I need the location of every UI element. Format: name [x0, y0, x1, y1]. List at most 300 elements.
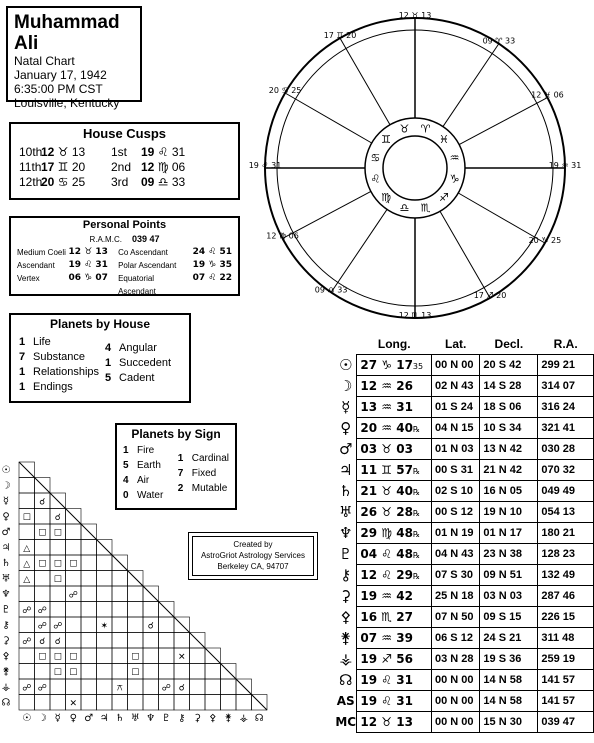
longitude-suffix: 35 — [412, 362, 424, 371]
cusp-label: 17 ♊ 20 — [323, 31, 357, 41]
longitude-value: 16 ♏ 27 — [360, 610, 413, 624]
grid-row-planet-icon: ♅ — [1, 573, 11, 585]
ramc-value: 039 47 — [131, 234, 160, 244]
grid-row-planet-icon: ⚴ — [2, 651, 10, 662]
aspect-glyph-icon: ☐ — [69, 652, 78, 663]
count-label: Succedent — [119, 357, 171, 369]
right-ascension-cell: 314 07 — [538, 376, 594, 397]
count-item — [105, 371, 171, 386]
count-number: 4 — [105, 342, 112, 354]
credit-line-2: AstroGriot Astrology Services — [200, 551, 306, 560]
grid-row-planet-icon: ♀ — [2, 511, 10, 523]
longitude-value: 13 ♒ 31 — [360, 400, 413, 414]
table-row — [335, 649, 594, 670]
aspect-glyph-icon: ☍ — [22, 606, 32, 616]
aspect-glyph-icon: ☐ — [131, 652, 140, 663]
grid-row-planet-icon: ☿ — [2, 496, 10, 507]
grid-row-planet-icon: ☊ — [1, 697, 11, 709]
declination-cell: 23 N 38 — [480, 544, 538, 565]
grid-col-planet-icon: ♅ — [130, 713, 140, 724]
aspect-glyph-icon: ☐ — [38, 559, 47, 570]
cusp-label: 19 ♌ 31 — [248, 161, 282, 170]
grid-col-planet-icon: ☽ — [37, 713, 47, 724]
latitude-cell: 25 N 18 — [432, 586, 480, 607]
aspect-glyph-icon: ☍ — [22, 683, 32, 694]
longitude-value: 19 ♌ 31 — [360, 673, 413, 687]
table-row — [335, 439, 594, 460]
ramc-label: R.A.M.C. — [89, 235, 122, 244]
right-ascension-cell: 321 41 — [538, 418, 594, 439]
grid-row-planet-icon: ⚳ — [2, 635, 10, 647]
aspect-glyph-icon: ☍ — [161, 683, 171, 694]
point-value: 07 ♌ 22 — [192, 273, 232, 283]
longitude-value: 12 ♒ 26 — [360, 379, 413, 393]
planet-glyph-icon: ♃ — [338, 461, 353, 479]
credit-line-3: Berkeley CA, 94707 — [217, 562, 289, 571]
count-label: Substance — [33, 351, 85, 363]
right-ascension-cell: 287 46 — [538, 586, 594, 607]
table-row — [335, 376, 594, 397]
declination-cell: 20 S 42 — [480, 355, 538, 376]
table-row — [335, 397, 594, 418]
longitude-value: 27 ♑ 17 — [360, 358, 413, 372]
count-number: 7 — [177, 468, 184, 479]
latitude-cell: 07 N 50 — [432, 607, 480, 628]
grid-row-planet-icon: ♆ — [1, 589, 11, 600]
grid-col-planet-icon: ⚵ — [224, 713, 232, 724]
aspect-glyph-icon: ☐ — [53, 559, 62, 570]
declination-cell: 03 N 03 — [480, 586, 538, 607]
latitude-cell: 03 N 28 — [432, 649, 480, 670]
inner-sign-icon: ♑ — [449, 172, 460, 186]
table-row — [335, 628, 594, 649]
count-label: Water — [137, 490, 164, 501]
table-row — [335, 544, 594, 565]
grid-col-planet-icon: ♄ — [115, 713, 125, 724]
longitude-value: 07 ♒ 39 — [360, 631, 413, 645]
declination-cell: 09 S 15 — [480, 607, 538, 628]
cusp-label: 12 ♏ 13 — [398, 311, 432, 320]
longitude-value: 19 ♌ 31 — [360, 694, 413, 708]
point-label: Vertex — [17, 274, 40, 283]
grid-row-planet-icon: ⚷ — [2, 620, 10, 631]
declination-cell: 13 N 42 — [480, 439, 538, 460]
table-row — [335, 523, 594, 544]
latitude-cell: 04 N 15 — [432, 418, 480, 439]
cusp-sign-icon: ♊ — [57, 160, 69, 174]
count-label: Angular — [119, 342, 157, 354]
declination-cell: 10 S 34 — [480, 418, 538, 439]
aspect-glyph-icon: ☐ — [53, 528, 62, 539]
longitude-suffix: ℞ — [412, 572, 421, 581]
declination-cell: 01 N 17 — [480, 523, 538, 544]
longitude-cell — [357, 670, 432, 691]
longitude-cell — [357, 355, 432, 376]
chart-title-block — [6, 6, 142, 110]
count-item — [105, 356, 171, 371]
count-label: Endings — [33, 381, 73, 393]
person-name: Muhammad Ali — [14, 12, 120, 54]
cusp-degree: 12 — [141, 160, 155, 174]
count-label: Fire — [137, 445, 155, 456]
inner-sign-icon: ♒ — [449, 151, 460, 165]
grid-col-planet-icon: ♆ — [146, 713, 156, 724]
longitude-value: 29 ♍ 48 — [360, 526, 413, 540]
longitude-value: 19 ♐ 56 — [360, 652, 413, 666]
cusp-minutes: 20 — [71, 160, 86, 174]
inner-sign-icon: ♋ — [370, 151, 381, 165]
house-cusps-grid — [19, 145, 230, 189]
count-number: 1 — [123, 445, 129, 456]
inner-sign-icon: ♉ — [399, 122, 410, 136]
latitude-cell: 01 S 24 — [432, 397, 480, 418]
cusp-value — [41, 145, 111, 159]
point-value: 24 ♌ 51 — [192, 247, 232, 257]
count-label: Earth — [137, 460, 161, 471]
cusp-label: 20 ♑ 25 — [528, 236, 562, 245]
aspect-glyph-icon: ☍ — [37, 606, 47, 616]
right-ascension-cell: 299 21 — [538, 355, 594, 376]
grid-col-planet-icon: ♇ — [161, 713, 171, 724]
longitude-value: 12 ♉ 13 — [360, 715, 413, 729]
grid-row-planet-icon: ☉ — [1, 465, 11, 476]
chart-type: Natal Chart — [14, 54, 75, 68]
longitude-cell — [357, 397, 432, 418]
inner-sign-icon: ♊ — [381, 133, 391, 147]
right-ascension-cell: 311 48 — [538, 628, 594, 649]
credit-line-1: Created by — [233, 540, 273, 549]
table-row — [335, 670, 594, 691]
point-value: 19 ♑ 35 — [192, 260, 232, 270]
personal-points-rows — [17, 246, 232, 298]
latitude-cell: 00 S 31 — [432, 460, 480, 481]
latitude-cell: 02 N 43 — [432, 376, 480, 397]
aspect-glyph-icon: ☍ — [37, 621, 47, 632]
count-label: Life — [33, 336, 51, 348]
longitude-cell — [357, 376, 432, 397]
aspect-glyph-icon: ☌ — [147, 621, 154, 632]
point-label: Ascendant — [17, 261, 55, 270]
cusp-degree: 17 — [41, 160, 55, 174]
cusp-degree: 19 — [141, 145, 155, 159]
grid-col-planet-icon: ⚳ — [193, 713, 201, 724]
table-row — [335, 712, 594, 733]
planet-glyph-icon: AS — [336, 694, 355, 708]
planet-glyph-icon: ☽ — [338, 377, 353, 395]
house-cusps-heading: House Cusps — [82, 126, 167, 141]
col-ra: R.A. — [553, 337, 578, 351]
grid-col-planet-icon: ⚶ — [239, 713, 248, 724]
count-number: 1 — [177, 453, 184, 464]
grid-col-planet-icon: ⚷ — [178, 713, 186, 724]
aspect-glyph-icon: ☍ — [37, 683, 47, 694]
natal-chart-wheel — [248, 8, 585, 328]
planet-glyph-icon: ☉ — [338, 356, 353, 374]
latitude-cell: 06 S 12 — [432, 628, 480, 649]
inner-sign-icon: ♏ — [420, 201, 431, 215]
cusp-minutes: 06 — [171, 160, 186, 174]
right-ascension-cell: 141 57 — [538, 691, 594, 712]
right-ascension-cell: 132 49 — [538, 565, 594, 586]
point-label: Equatorial Ascendant — [118, 274, 156, 296]
personal-points-heading: Personal Points — [82, 219, 167, 231]
point-label: Polar Ascendant — [118, 261, 177, 270]
planet-glyph-icon: ⚵ — [340, 629, 352, 647]
planet-glyph-icon: ☊ — [339, 671, 353, 689]
cusp-label: 12 ♓ 06 — [531, 90, 564, 100]
latitude-cell: 00 N 00 — [432, 355, 480, 376]
personal-point-row — [17, 272, 232, 298]
longitude-value: 12 ♌ 29 — [360, 568, 413, 582]
grid-row-planet-icon: ♂ — [1, 527, 11, 538]
longitude-suffix: ℞ — [412, 509, 421, 518]
planet-glyph-icon: ♆ — [338, 524, 353, 542]
right-ascension-cell: 226 15 — [538, 607, 594, 628]
cusp-degree: 20 — [41, 175, 55, 189]
aspect-glyph-icon: ☐ — [53, 652, 62, 663]
cusp-house: 12th — [19, 175, 43, 189]
longitude-cell — [357, 460, 432, 481]
aspect-glyph-icon: ☐ — [69, 559, 78, 570]
planet-glyph-icon: ⚴ — [340, 608, 352, 626]
longitude-cell — [357, 565, 432, 586]
longitude-suffix: ℞ — [412, 530, 421, 539]
longitude-cell — [357, 691, 432, 712]
cusp-value — [41, 160, 111, 174]
aspect-glyph-icon: ⚻ — [116, 683, 123, 694]
count-label: Relationships — [33, 366, 100, 378]
longitude-cell — [357, 544, 432, 565]
right-ascension-cell: 141 57 — [538, 670, 594, 691]
count-number: 0 — [123, 490, 129, 501]
aspect-glyph-icon: ✶ — [100, 621, 109, 632]
longitude-cell — [357, 418, 432, 439]
longitude-value: 20 ♒ 40 — [360, 421, 413, 435]
aspect-grid — [0, 450, 300, 740]
longitude-cell — [357, 586, 432, 607]
aspect-glyph-icon: ☐ — [38, 652, 47, 663]
cusp-sign-icon: ♋ — [57, 175, 69, 189]
planet-glyph-icon: ♇ — [338, 545, 353, 563]
longitude-value: 11 ♊ 57 — [360, 463, 413, 477]
aspect-glyph-icon: ☐ — [38, 528, 47, 539]
grid-col-planet-icon: ☊ — [254, 713, 264, 724]
cusp-house: 1st — [111, 145, 128, 159]
cusp-house: 11th — [19, 160, 42, 174]
count-item — [19, 335, 99, 350]
grid-row-planet-icon: ♇ — [1, 604, 11, 616]
aspect-glyph-icon: ☐ — [22, 513, 31, 523]
aspect-glyph-icon: ☐ — [69, 668, 78, 678]
point-value: 12 ♉ 13 — [68, 247, 108, 257]
col-lat: Lat. — [445, 337, 467, 351]
cusp-label: 19 ♒ 31 — [548, 161, 582, 170]
latitude-cell: 02 S 10 — [432, 481, 480, 502]
table-row — [335, 691, 594, 712]
latitude-cell: 00 N 00 — [432, 670, 480, 691]
cusp-sign-icon: ♉ — [57, 145, 69, 159]
cusp-value — [141, 145, 216, 159]
count-number: 7 — [19, 351, 26, 363]
point-value: 19 ♌ 31 — [68, 260, 108, 270]
longitude-suffix: ℞ — [412, 467, 421, 476]
longitude-cell — [357, 712, 432, 733]
count-number: 1 — [19, 336, 26, 348]
inner-sign-icon: ♍ — [381, 190, 391, 204]
aspect-glyph-icon: ☌ — [54, 637, 61, 647]
planet-glyph-icon: ☿ — [341, 398, 351, 416]
table-row — [335, 607, 594, 628]
declination-cell: 21 N 42 — [480, 460, 538, 481]
right-ascension-cell: 180 21 — [538, 523, 594, 544]
planet-positions-table — [335, 334, 594, 733]
count-number: 4 — [123, 475, 129, 486]
cusp-label: 09 ♈ 33 — [482, 36, 516, 46]
longitude-value: 26 ♉ 28 — [360, 505, 413, 519]
planets-by-sign-heading: Planets by Sign — [131, 427, 221, 441]
table-row — [335, 460, 594, 481]
grid-col-planet-icon: ☿ — [54, 713, 61, 724]
right-ascension-cell: 039 47 — [538, 712, 594, 733]
planet-glyph-icon: MC — [335, 715, 357, 729]
aspect-glyph-icon: ☐ — [53, 668, 62, 678]
personal-points-panel — [9, 216, 240, 296]
cusp-minutes: 13 — [71, 145, 86, 159]
planets-by-house-left — [19, 335, 99, 395]
inner-sign-icon: ♎ — [399, 201, 410, 215]
grid-row-planet-icon: ☽ — [1, 480, 11, 492]
grid-row-planet-icon: ♃ — [1, 542, 11, 554]
cusp-sign-icon: ♍ — [157, 160, 169, 174]
right-ascension-cell: 128 23 — [538, 544, 594, 565]
longitude-suffix: ℞ — [412, 551, 421, 560]
cusp-value — [141, 160, 216, 174]
count-label: Cardinal — [191, 453, 229, 464]
longitude-cell — [357, 502, 432, 523]
longitude-cell — [357, 607, 432, 628]
right-ascension-cell: 259 19 — [538, 649, 594, 670]
inner-sign-icon: ♌ — [370, 172, 381, 186]
declination-cell: 14 N 58 — [480, 670, 538, 691]
declination-cell: 15 N 30 — [480, 712, 538, 733]
right-ascension-cell: 316 24 — [538, 397, 594, 418]
table-row — [335, 502, 594, 523]
inner-sign-icon: ♈ — [420, 122, 431, 136]
personal-point-row — [17, 246, 232, 259]
planets-by-house-right — [105, 335, 181, 395]
inner-sign-icon: ♐ — [439, 190, 449, 204]
cusp-minutes: 25 — [71, 175, 86, 189]
longitude-suffix: ℞ — [412, 425, 421, 434]
cusp-value — [141, 175, 216, 189]
aspect-glyph-icon: ☍ — [22, 637, 32, 647]
cusp-house: 10th — [19, 145, 43, 159]
latitude-cell: 00 N 00 — [432, 691, 480, 712]
count-number: 1 — [19, 366, 26, 378]
table-row — [335, 355, 594, 376]
aspect-glyph-icon: ☍ — [53, 621, 63, 632]
longitude-cell — [357, 523, 432, 544]
longitude-value: 21 ♉ 40 — [360, 484, 413, 498]
planet-glyph-icon: ⚳ — [340, 587, 352, 605]
longitude-cell — [357, 439, 432, 460]
cusp-value — [41, 175, 111, 189]
cusp-degree: 12 — [41, 145, 55, 159]
grid-col-planet-icon: ♂ — [84, 713, 94, 724]
longitude-value: 03 ♉ 03 — [360, 442, 413, 456]
cusp-label: 09 ♎ 33 — [314, 285, 348, 295]
right-ascension-cell: 049 49 — [538, 481, 594, 502]
point-label: Co Ascendant — [118, 248, 168, 257]
cusp-minutes: 33 — [171, 175, 186, 189]
right-ascension-cell: 070 32 — [538, 460, 594, 481]
aspect-glyph-icon: ☐ — [53, 575, 62, 585]
cusp-house: 2nd — [111, 160, 132, 174]
grid-row-planet-icon: ♄ — [1, 558, 11, 569]
cusp-sign-icon: ♌ — [157, 145, 169, 159]
aspect-glyph-icon: ✕ — [69, 699, 78, 709]
planet-glyph-icon: ♂ — [338, 440, 353, 458]
latitude-cell: 00 S 12 — [432, 502, 480, 523]
aspect-glyph-icon: △ — [23, 559, 31, 570]
inner-sign-icon: ♓ — [439, 133, 449, 147]
longitude-cell — [357, 481, 432, 502]
cusp-minutes: 31 — [171, 145, 186, 159]
declination-cell: 24 S 21 — [480, 628, 538, 649]
longitude-cell — [357, 649, 432, 670]
cusp-label: 12 ♉ 13 — [398, 11, 432, 20]
grid-col-planet-icon: ♀ — [69, 713, 77, 724]
planet-glyph-icon: ⚶ — [339, 650, 353, 668]
grid-col-planet-icon: ♃ — [99, 713, 109, 724]
cusp-label: 20 ♋ 25 — [268, 86, 302, 95]
table-row — [335, 586, 594, 607]
right-ascension-cell: 054 13 — [538, 502, 594, 523]
cusp-label: 12 ♍ 06 — [266, 231, 299, 241]
count-number: 2 — [177, 483, 184, 494]
cusp-degree: 09 — [141, 175, 155, 189]
house-cusps-panel — [9, 122, 240, 200]
grid-row-planet-icon: ⚶ — [1, 682, 11, 693]
planets-by-house-heading: Planets by House — [49, 317, 151, 331]
planet-glyph-icon: ♀ — [340, 419, 352, 437]
point-label: Medium Coeli — [17, 248, 66, 257]
col-decl: Decl. — [494, 337, 524, 351]
planet-glyph-icon: ♅ — [338, 503, 353, 521]
personal-point-row — [17, 259, 232, 272]
col-long: Long. — [377, 337, 411, 351]
aspect-glyph-icon: ✕ — [177, 652, 186, 663]
declination-cell: 16 N 05 — [480, 481, 538, 502]
count-number: 1 — [105, 357, 112, 369]
aspect-glyph-icon: ☐ — [131, 668, 140, 678]
declination-cell: 19 S 36 — [480, 649, 538, 670]
latitude-cell: 07 S 30 — [432, 565, 480, 586]
planets-by-house-panel — [9, 313, 191, 403]
count-number: 5 — [105, 372, 112, 384]
count-number: 5 — [123, 460, 129, 471]
grid-row-planet-icon: ⚵ — [2, 666, 10, 678]
grid-col-planet-icon: ☉ — [22, 713, 32, 724]
table-row — [335, 418, 594, 439]
count-item — [19, 380, 99, 395]
count-label: Cadent — [119, 372, 155, 384]
count-item — [105, 341, 171, 356]
declination-cell: 18 S 06 — [480, 397, 538, 418]
latitude-cell: 00 N 00 — [432, 712, 480, 733]
right-ascension-cell: 030 28 — [538, 439, 594, 460]
longitude-value: 19 ♒ 42 — [360, 589, 413, 603]
